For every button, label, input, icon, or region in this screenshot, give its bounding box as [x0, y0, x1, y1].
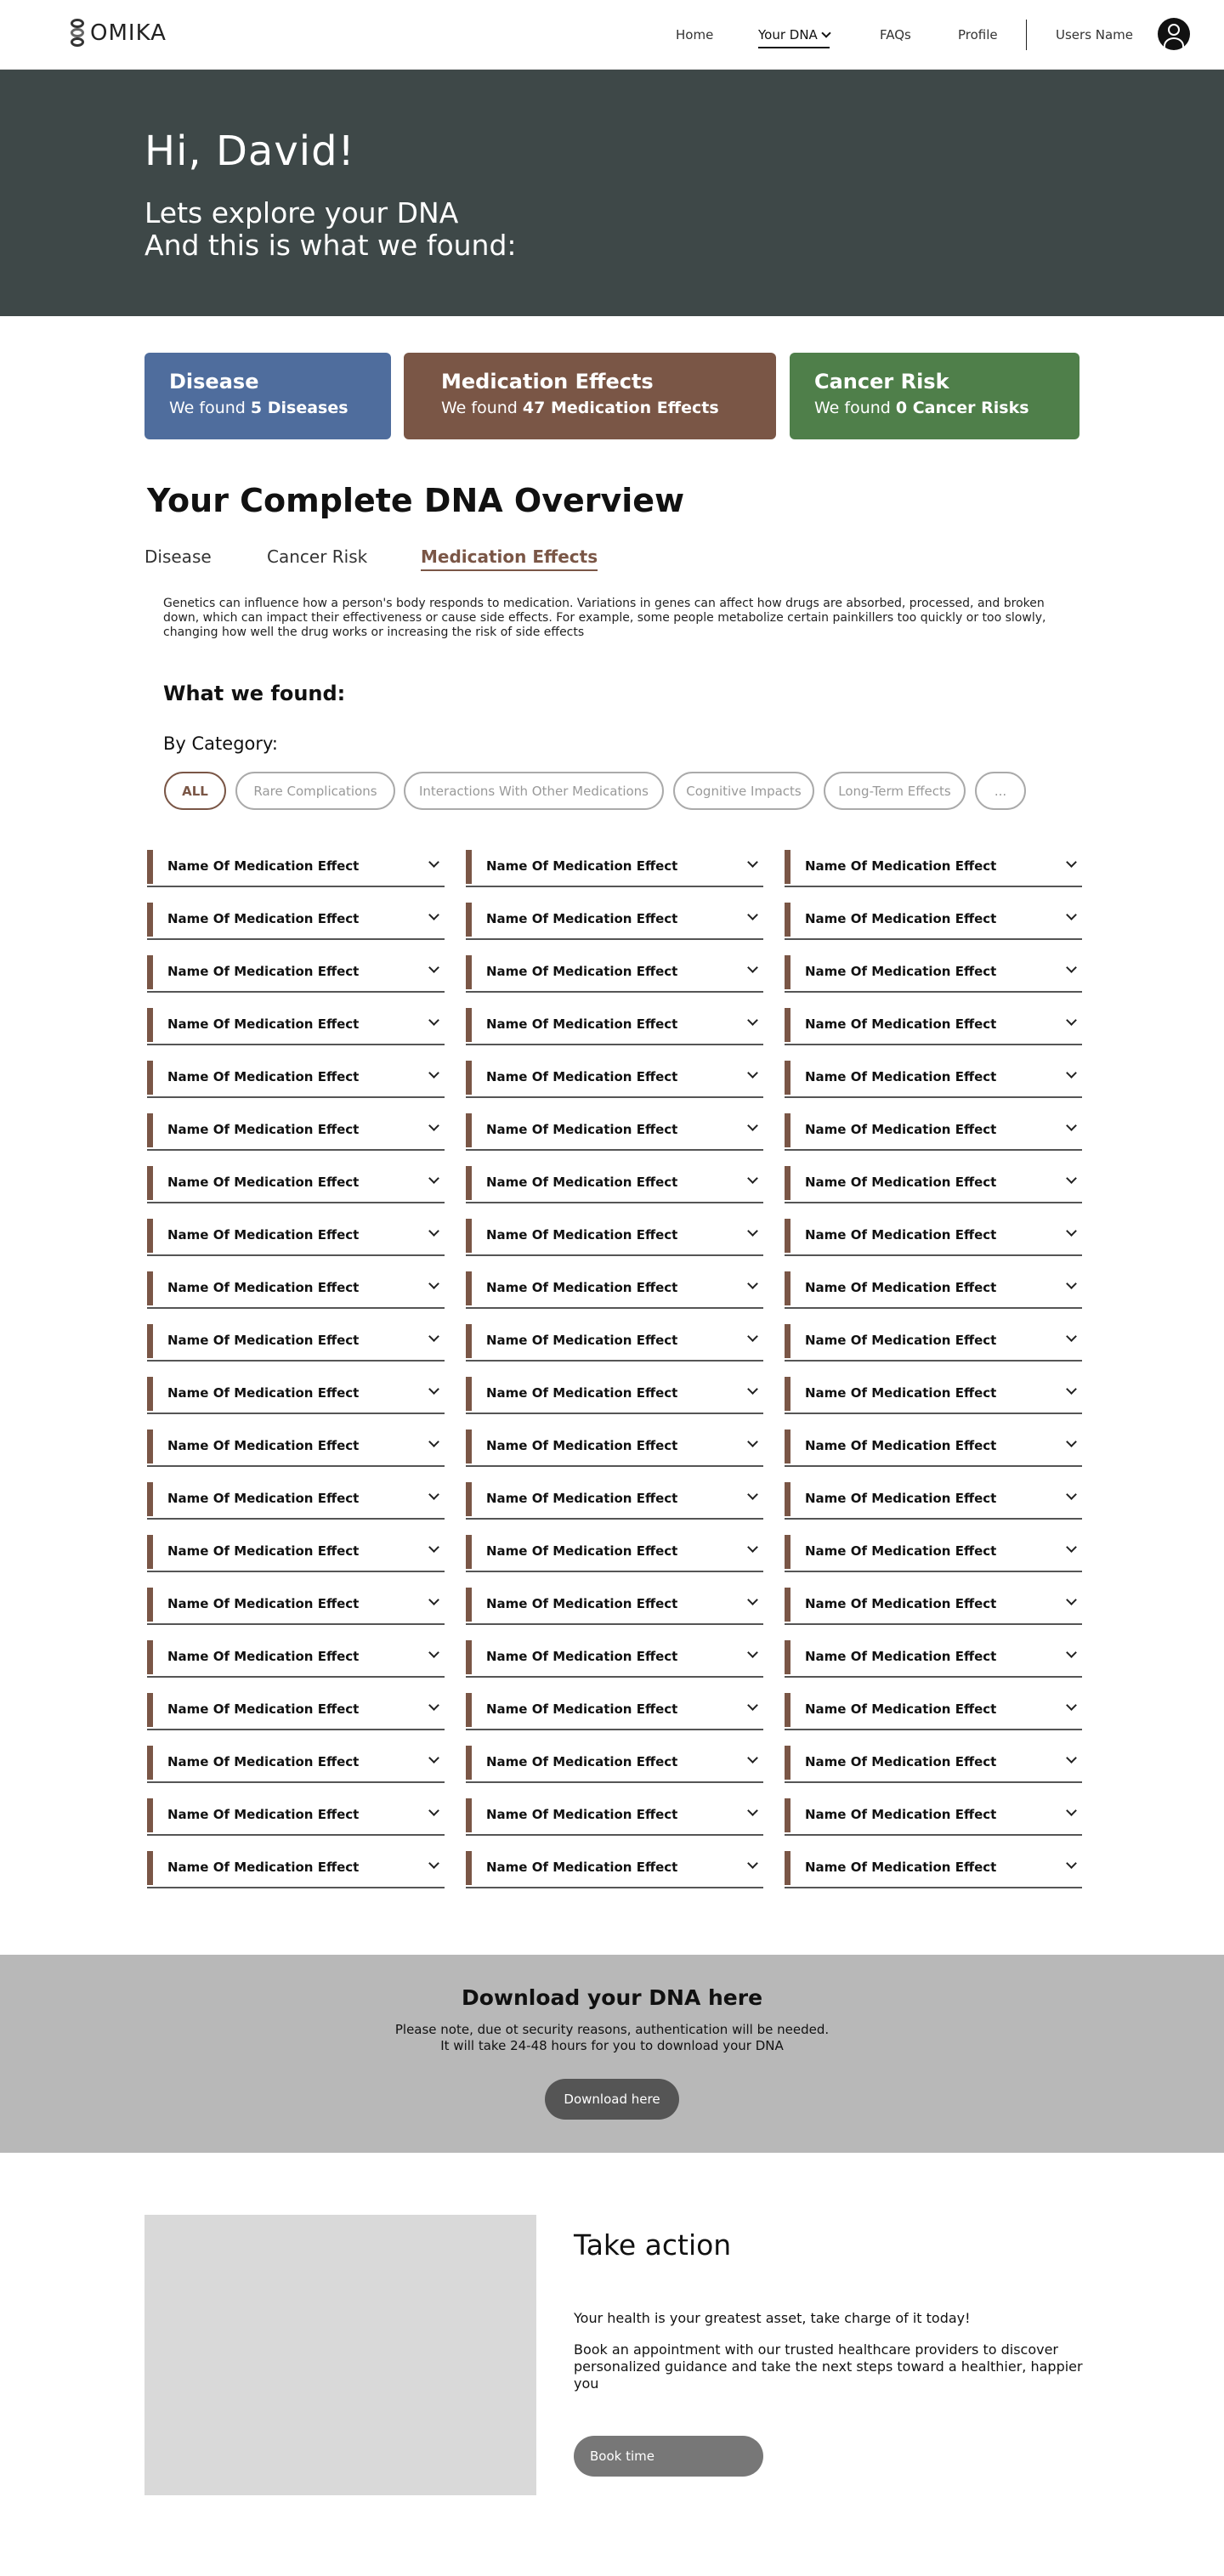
chevron-down-icon[interactable] — [1066, 1700, 1077, 1711]
chevron-down-icon[interactable] — [428, 1384, 439, 1395]
chevron-down-icon[interactable] — [747, 1436, 758, 1447]
medication-effect-item[interactable] — [147, 1005, 445, 1045]
summary-cards — [0, 316, 1224, 478]
medication-effect-item[interactable] — [785, 1005, 1082, 1045]
item-label: Name Of Medication Effect — [486, 1807, 678, 1822]
item-label: Name Of Medication Effect — [167, 1491, 360, 1506]
item-label: Name Of Medication Effect — [167, 1280, 360, 1295]
chip-long-term-effects[interactable]: Long-Term Effects — [824, 772, 966, 810]
dna-logo-icon — [68, 19, 87, 48]
top-nav — [0, 0, 1224, 70]
item-label: Name Of Medication Effect — [167, 1385, 360, 1401]
chevron-down-icon[interactable] — [747, 1226, 758, 1237]
item-label: Name Of Medication Effect — [805, 1596, 997, 1611]
card-title: Medication Effects — [441, 370, 654, 393]
take-action-text-1: Your health is your greatest asset, take charge of it today! — [574, 2310, 971, 2326]
item-label: Name Of Medication Effect — [167, 1016, 360, 1032]
item-label: Name Of Medication Effect — [805, 1701, 997, 1717]
hero-line-1: Lets explore your DNA — [144, 196, 459, 229]
item-label: Name Of Medication Effect — [486, 1175, 678, 1190]
medication-effect-item[interactable] — [785, 1795, 1082, 1836]
medication-effect-item[interactable] — [147, 1742, 445, 1783]
tab-cancer-risk[interactable]: Cancer Risk — [267, 546, 368, 567]
item-label: Name Of Medication Effect — [805, 1016, 997, 1032]
medication-effect-item[interactable] — [785, 1531, 1082, 1572]
medication-effect-item[interactable] — [785, 1848, 1082, 1888]
medication-effect-item[interactable] — [785, 952, 1082, 993]
item-accent-bar — [147, 1008, 153, 1042]
chevron-down-icon[interactable] — [747, 1173, 758, 1184]
item-accent-bar — [147, 1798, 153, 1832]
chevron-down-icon[interactable] — [1066, 1436, 1077, 1447]
chevron-down-icon[interactable] — [747, 1489, 758, 1500]
item-label: Name Of Medication Effect — [167, 1122, 360, 1137]
medication-effect-item[interactable] — [147, 1057, 445, 1098]
chevron-down-icon[interactable] — [428, 962, 439, 973]
medication-effect-item[interactable] — [147, 1848, 445, 1888]
nav-faqs[interactable]: FAQs — [880, 27, 911, 42]
item-accent-bar — [785, 903, 790, 937]
chevron-down-icon[interactable] — [428, 1173, 439, 1184]
chevron-down-icon[interactable] — [428, 1436, 439, 1447]
item-accent-bar — [466, 1271, 472, 1305]
medication-effect-item[interactable] — [147, 952, 445, 993]
item-label: Name Of Medication Effect — [486, 1122, 678, 1137]
greeting: Hi, David! — [144, 127, 355, 175]
item-accent-bar — [466, 1693, 472, 1727]
medication-effect-item[interactable] — [147, 846, 445, 887]
item-accent-bar — [466, 1482, 472, 1516]
chevron-down-icon[interactable] — [1066, 857, 1077, 868]
item-label: Name Of Medication Effect — [486, 1754, 678, 1769]
chevron-down-icon[interactable] — [1066, 1331, 1077, 1342]
item-label: Name Of Medication Effect — [805, 858, 997, 874]
card-summary: We found 47 Medication Effects — [441, 399, 719, 417]
item-accent-bar — [785, 1798, 790, 1832]
item-label: Name Of Medication Effect — [805, 1280, 997, 1295]
item-label: Name Of Medication Effect — [805, 1754, 997, 1769]
chevron-down-icon[interactable] — [747, 1015, 758, 1026]
chevron-down-icon[interactable] — [747, 962, 758, 973]
chevron-down-icon[interactable] — [747, 1594, 758, 1605]
download-title: Download your DNA here — [461, 1985, 763, 2010]
item-accent-bar — [466, 1746, 472, 1780]
medication-effect-item[interactable] — [785, 1426, 1082, 1467]
item-accent-bar — [785, 1166, 790, 1200]
nav-your-dna[interactable] — [758, 27, 830, 48]
chevron-down-icon[interactable] — [1066, 962, 1077, 973]
card-title: Disease — [169, 370, 259, 393]
item-label: Name Of Medication Effect — [805, 964, 997, 979]
tab-medication-effects[interactable]: Medication Effects — [421, 546, 598, 571]
item-accent-bar — [466, 955, 472, 989]
medication-effect-item[interactable] — [466, 952, 763, 993]
user-name[interactable]: Users Name — [1056, 27, 1134, 42]
chevron-down-icon[interactable] — [428, 1331, 439, 1342]
item-accent-bar — [466, 1851, 472, 1885]
item-accent-bar — [785, 1746, 790, 1780]
chip-all[interactable]: ALL — [164, 772, 226, 810]
item-accent-bar — [147, 1113, 153, 1147]
item-label: Name Of Medication Effect — [486, 1491, 678, 1506]
chevron-down-icon[interactable] — [1066, 1120, 1077, 1131]
item-accent-bar — [147, 1271, 153, 1305]
medication-effect-item[interactable] — [147, 1215, 445, 1256]
chevron-down-icon[interactable] — [428, 1752, 439, 1764]
medication-effect-item[interactable] — [147, 1584, 445, 1625]
item-label: Name Of Medication Effect — [805, 1333, 997, 1348]
medication-effect-item[interactable] — [466, 1690, 763, 1730]
chevron-down-icon[interactable] — [428, 1700, 439, 1711]
download-section — [0, 1955, 1224, 2153]
take-action-title: Take action — [574, 2228, 732, 2262]
item-accent-bar — [466, 1219, 472, 1253]
chevron-down-icon[interactable] — [428, 1015, 439, 1026]
item-label: Name Of Medication Effect — [805, 1175, 997, 1190]
item-label: Name Of Medication Effect — [167, 1227, 360, 1243]
item-label: Name Of Medication Effect — [167, 1754, 360, 1769]
medication-effect-item[interactable] — [785, 1057, 1082, 1098]
chevron-down-icon[interactable] — [1066, 1647, 1077, 1658]
medication-effect-item[interactable] — [466, 1215, 763, 1256]
medication-effect-item[interactable] — [466, 1531, 763, 1572]
medication-effect-item[interactable] — [785, 1163, 1082, 1203]
item-accent-bar — [466, 903, 472, 937]
item-accent-bar — [147, 1640, 153, 1674]
item-label: Name Of Medication Effect — [167, 1069, 360, 1084]
item-label: Name Of Medication Effect — [167, 1807, 360, 1822]
item-accent-bar — [466, 1430, 472, 1464]
logo[interactable] — [68, 19, 167, 48]
item-label: Name Of Medication Effect — [805, 911, 997, 926]
item-label: Name Of Medication Effect — [167, 911, 360, 926]
item-accent-bar — [466, 1113, 472, 1147]
chevron-down-icon[interactable] — [1066, 1226, 1077, 1237]
medication-effect-item[interactable] — [466, 846, 763, 887]
chevron-down-icon[interactable] — [428, 909, 439, 920]
chevron-down-icon[interactable] — [428, 1542, 439, 1553]
item-label: Name Of Medication Effect — [805, 1069, 997, 1084]
medication-effect-item[interactable] — [147, 1637, 445, 1678]
medication-effect-item[interactable] — [785, 1215, 1082, 1256]
item-accent-bar — [785, 1271, 790, 1305]
chevron-down-icon[interactable] — [747, 1805, 758, 1816]
item-accent-bar — [147, 850, 153, 884]
medication-effect-item[interactable] — [147, 1163, 445, 1203]
item-label: Name Of Medication Effect — [167, 1175, 360, 1190]
card-count: 0 Cancer Risks — [895, 399, 1029, 417]
item-label: Name Of Medication Effect — [805, 1438, 997, 1453]
item-accent-bar — [785, 1588, 790, 1622]
item-accent-bar — [147, 1324, 153, 1358]
item-label: Name Of Medication Effect — [486, 1438, 678, 1453]
chip-cognitive-impacts[interactable]: Cognitive Impacts — [673, 772, 814, 810]
item-label: Name Of Medication Effect — [167, 858, 360, 874]
item-accent-bar — [147, 1693, 153, 1727]
chevron-down-icon[interactable] — [1066, 909, 1077, 920]
chevron-down-icon[interactable] — [1066, 1805, 1077, 1816]
medication-effect-item[interactable] — [147, 899, 445, 940]
chevron-down-icon[interactable] — [428, 1858, 439, 1869]
medication-effect-item[interactable] — [466, 1479, 763, 1520]
chevron-down-icon[interactable] — [428, 1278, 439, 1289]
chevron-down-icon[interactable] — [428, 1805, 439, 1816]
medication-effect-item[interactable] — [785, 1637, 1082, 1678]
category-tabs — [0, 546, 1224, 572]
chevron-down-icon[interactable] — [1066, 1752, 1077, 1764]
medication-effect-item[interactable] — [147, 1795, 445, 1836]
medication-effect-item[interactable] — [466, 1057, 763, 1098]
item-label: Name Of Medication Effect — [167, 1333, 360, 1348]
nav-your-dna-label: Your DNA — [758, 27, 818, 42]
medication-effect-item[interactable] — [785, 1321, 1082, 1362]
item-accent-bar — [466, 1008, 472, 1042]
item-accent-bar — [147, 1430, 153, 1464]
nav-divider — [1026, 20, 1027, 50]
medication-effect-item[interactable] — [466, 1637, 763, 1678]
medication-effect-item[interactable] — [147, 1426, 445, 1467]
chevron-down-icon[interactable] — [747, 1120, 758, 1131]
chevron-down-icon[interactable] — [747, 1331, 758, 1342]
medication-effect-item[interactable] — [147, 1373, 445, 1414]
cancer-risk-card[interactable] — [790, 353, 1080, 439]
medication-effect-item[interactable] — [147, 1268, 445, 1309]
medication-effect-item[interactable] — [466, 1373, 763, 1414]
chevron-down-icon[interactable] — [747, 1067, 758, 1079]
medication-effect-item[interactable] — [785, 1690, 1082, 1730]
chevron-down-icon[interactable] — [747, 857, 758, 868]
chevron-down-icon[interactable] — [428, 857, 439, 868]
medication-effect-item[interactable] — [466, 899, 763, 940]
item-label: Name Of Medication Effect — [805, 1543, 997, 1559]
item-accent-bar — [147, 1851, 153, 1885]
disease-card[interactable] — [144, 353, 391, 439]
chip-more[interactable]: ... — [975, 772, 1026, 810]
chevron-down-icon[interactable] — [428, 1489, 439, 1500]
chevron-down-icon[interactable] — [1066, 1067, 1077, 1079]
item-accent-bar — [147, 1061, 153, 1095]
chip-rare-complications[interactable]: Rare Complications — [235, 772, 395, 810]
chevron-down-icon — [821, 28, 830, 37]
item-label: Name Of Medication Effect — [486, 1333, 678, 1348]
card-count: 5 Diseases — [250, 399, 348, 417]
medication-effect-item[interactable] — [147, 1479, 445, 1520]
medication-effect-item[interactable] — [147, 1321, 445, 1362]
chevron-down-icon[interactable] — [747, 1278, 758, 1289]
item-label: Name Of Medication Effect — [486, 1016, 678, 1032]
medication-effect-item[interactable] — [466, 1110, 763, 1151]
found-heading: What we found: — [163, 682, 346, 705]
chevron-down-icon[interactable] — [747, 1858, 758, 1869]
medication-effect-item[interactable] — [785, 1742, 1082, 1783]
medication-effect-item[interactable] — [785, 846, 1082, 887]
item-accent-bar — [466, 1061, 472, 1095]
item-label: Name Of Medication Effect — [805, 1860, 997, 1875]
item-accent-bar — [785, 1430, 790, 1464]
chevron-down-icon[interactable] — [1066, 1542, 1077, 1553]
item-label: Name Of Medication Effect — [167, 1438, 360, 1453]
card-count: 47 Medication Effects — [522, 399, 719, 417]
item-accent-bar — [785, 1640, 790, 1674]
logo-text: OMIKA — [90, 20, 167, 46]
item-label: Name Of Medication Effect — [167, 1543, 360, 1559]
item-accent-bar — [785, 1482, 790, 1516]
chevron-down-icon[interactable] — [1066, 1384, 1077, 1395]
item-label: Name Of Medication Effect — [486, 1069, 678, 1084]
item-accent-bar — [147, 1482, 153, 1516]
item-label: Name Of Medication Effect — [486, 1701, 678, 1717]
item-label: Name Of Medication Effect — [486, 964, 678, 979]
nav-profile[interactable]: Profile — [958, 27, 998, 42]
chevron-down-icon[interactable] — [747, 909, 758, 920]
medication-effect-item[interactable] — [466, 1426, 763, 1467]
item-accent-bar — [147, 1746, 153, 1780]
item-label: Name Of Medication Effect — [167, 964, 360, 979]
medication-effect-item[interactable] — [466, 1268, 763, 1309]
item-accent-bar — [466, 1324, 472, 1358]
chevron-down-icon[interactable] — [428, 1120, 439, 1131]
item-accent-bar — [785, 1324, 790, 1358]
download-note: Please note, due ot security reasons, authentication will be needed. It will take 24-48 hours for you to download your DNA — [394, 2022, 830, 2053]
item-accent-bar — [785, 850, 790, 884]
chevron-down-icon[interactable] — [1066, 1489, 1077, 1500]
take-action-text-2: Book an appointment with our trusted healthcare providers to discover personalized guidance and take the next steps toward a healthier, happier you — [574, 2341, 1083, 2392]
item-label: Name Of Medication Effect — [805, 1122, 997, 1137]
chevron-down-icon[interactable] — [1066, 1594, 1077, 1605]
chevron-down-icon[interactable] — [1066, 1015, 1077, 1026]
item-accent-bar — [147, 1219, 153, 1253]
chevron-down-icon[interactable] — [747, 1542, 758, 1553]
item-label: Name Of Medication Effect — [167, 1649, 360, 1664]
item-label: Name Of Medication Effect — [486, 858, 678, 874]
chevron-down-icon[interactable] — [747, 1647, 758, 1658]
item-accent-bar — [147, 1377, 153, 1411]
item-accent-bar — [785, 1008, 790, 1042]
chevron-down-icon[interactable] — [428, 1594, 439, 1605]
item-accent-bar — [147, 955, 153, 989]
item-label: Name Of Medication Effect — [167, 1860, 360, 1875]
item-accent-bar — [785, 1851, 790, 1885]
medication-effects-card[interactable] — [404, 353, 776, 439]
nav-home[interactable]: Home — [676, 27, 714, 42]
item-label: Name Of Medication Effect — [486, 1280, 678, 1295]
medication-effect-item[interactable] — [147, 1110, 445, 1151]
item-label: Name Of Medication Effect — [805, 1649, 997, 1664]
hero-banner — [0, 70, 1224, 316]
item-accent-bar — [785, 1113, 790, 1147]
chevron-down-icon[interactable] — [747, 1384, 758, 1395]
item-accent-bar — [147, 1588, 153, 1622]
medication-effect-item[interactable] — [466, 1742, 763, 1783]
medication-effect-item[interactable] — [466, 1005, 763, 1045]
item-accent-bar — [466, 1535, 472, 1569]
item-accent-bar — [785, 955, 790, 989]
item-accent-bar — [785, 1377, 790, 1411]
item-accent-bar — [466, 1588, 472, 1622]
card-title: Cancer Risk — [814, 370, 949, 393]
item-label: Name Of Medication Effect — [486, 1227, 678, 1243]
item-accent-bar — [147, 903, 153, 937]
avatar-icon[interactable] — [1158, 18, 1190, 50]
tab-disease[interactable]: Disease — [144, 546, 212, 567]
medication-effect-item[interactable] — [466, 1795, 763, 1836]
overview-title: Your Complete DNA Overview — [147, 482, 685, 519]
item-accent-bar — [466, 1166, 472, 1200]
item-label: Name Of Medication Effect — [486, 1596, 678, 1611]
item-accent-bar — [785, 1693, 790, 1727]
medication-effect-item[interactable] — [466, 1584, 763, 1625]
item-label: Name Of Medication Effect — [167, 1701, 360, 1717]
item-label: Name Of Medication Effect — [805, 1491, 997, 1506]
item-accent-bar — [147, 1535, 153, 1569]
chevron-down-icon[interactable] — [1066, 1173, 1077, 1184]
item-label: Name Of Medication Effect — [805, 1385, 997, 1401]
chevron-down-icon[interactable] — [747, 1700, 758, 1711]
medication-effect-item[interactable] — [147, 1690, 445, 1730]
medication-effect-item[interactable] — [466, 1321, 763, 1362]
chip-interactions[interactable]: Interactions With Other Medications — [404, 772, 664, 810]
item-accent-bar — [147, 1166, 153, 1200]
item-accent-bar — [785, 1535, 790, 1569]
medication-effect-item[interactable] — [147, 1531, 445, 1572]
chevron-down-icon[interactable] — [428, 1647, 439, 1658]
medication-effect-item[interactable] — [785, 1584, 1082, 1625]
medication-effect-item[interactable] — [785, 1373, 1082, 1414]
item-label: Name Of Medication Effect — [805, 1227, 997, 1243]
download-button[interactable]: Download here — [545, 2079, 679, 2120]
medication-effect-item[interactable] — [785, 1479, 1082, 1520]
item-label: Name Of Medication Effect — [486, 1385, 678, 1401]
medication-effect-item[interactable] — [785, 1268, 1082, 1309]
item-accent-bar — [785, 1219, 790, 1253]
action-image-placeholder — [144, 2215, 536, 2495]
medication-effect-item[interactable] — [466, 1848, 763, 1888]
hero-line-2: And this is what we found: — [144, 229, 517, 262]
item-accent-bar — [466, 1640, 472, 1674]
chevron-down-icon[interactable] — [428, 1226, 439, 1237]
chevron-down-icon[interactable] — [1066, 1278, 1077, 1289]
medication-effect-item[interactable] — [785, 1110, 1082, 1151]
item-label: Name Of Medication Effect — [805, 1807, 997, 1822]
intro-text: Genetics can influence how a person's body responds to medication. Variations in genes can affect how drugs are absorbed, processed, and broken down, which can impact their effectiveness or cause side effects. For example, some people metabolize certain painkillers too quickly or too slowly, changing how well the drug works or increasing the risk of side effects — [163, 597, 1046, 639]
chevron-down-icon[interactable] — [428, 1067, 439, 1079]
item-label: Name Of Medication Effect — [167, 1596, 360, 1611]
item-label: Name Of Medication Effect — [486, 1860, 678, 1875]
chevron-down-icon[interactable] — [747, 1752, 758, 1764]
chevron-down-icon[interactable] — [1066, 1858, 1077, 1869]
item-accent-bar — [785, 1061, 790, 1095]
card-summary: We found 5 Diseases — [169, 399, 348, 417]
card-summary: We found 0 Cancer Risks — [814, 399, 1029, 417]
item-label: Name Of Medication Effect — [486, 1543, 678, 1559]
medication-effect-item[interactable] — [785, 899, 1082, 940]
item-label: Name Of Medication Effect — [486, 911, 678, 926]
item-accent-bar — [466, 1798, 472, 1832]
item-accent-bar — [466, 850, 472, 884]
medication-effect-item[interactable] — [466, 1163, 763, 1203]
item-accent-bar — [466, 1377, 472, 1411]
book-time-button[interactable]: Book time — [574, 2436, 763, 2477]
item-label: Name Of Medication Effect — [486, 1649, 678, 1664]
by-category-label: By Category: — [163, 733, 278, 754]
